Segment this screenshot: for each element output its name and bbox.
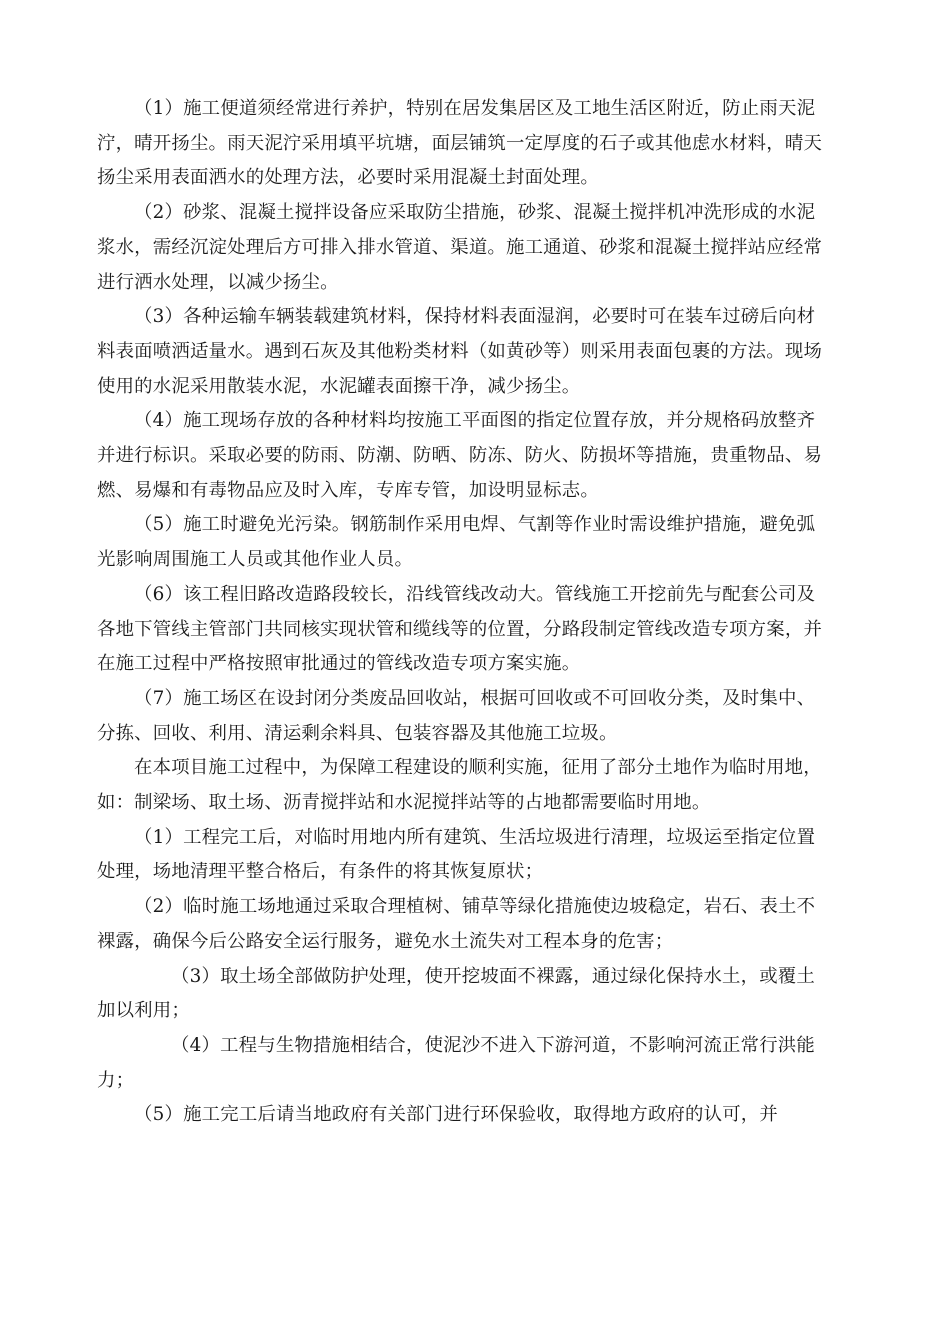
- text-line: 加以利用；: [97, 1000, 190, 1022]
- text-line: （6）该工程旧路改造路段较长，沿线管线改动大。管线施工开挖前先与配套公司及: [134, 583, 816, 605]
- text-line: 光影响周围施工人员或其他作业人员。: [97, 549, 414, 571]
- paragraph: [97, 508, 845, 577]
- text-line: 料表面喷洒适量水。遇到石灰及其他粉类材料（如黄砂等）则采用表面包裹的方法。现场: [97, 340, 823, 362]
- text-line: （1）施工便道须经常进行养护，特别在居发集居区及工地生活区附近，防止雨天泥: [134, 98, 816, 119]
- text-line: 进行洒水处理，以减少扬尘。: [97, 271, 339, 293]
- paragraph: [97, 196, 845, 300]
- text-line: （3）各种运输车辆装载建筑材料，保持材料表面湿润，必要时可在装车过磅后向材: [134, 306, 816, 328]
- paragraph: [97, 578, 845, 682]
- paragraph: [97, 890, 845, 959]
- paragraph: [97, 682, 845, 751]
- text-line: （2）砂浆、混凝土搅拌设备应采取防尘措施，砂浆、混凝土搅拌机冲洗形成的水泥: [134, 202, 816, 224]
- paragraph: [97, 404, 845, 508]
- document-page: [97, 92, 845, 1133]
- text-line: 如：制梁场、取土场、沥青搅拌站和水泥搅拌站等的占地都需要临时用地。: [97, 792, 711, 814]
- text-line: （7）施工场区在设封闭分类废品回收站，根据可回收或不可回收分类，及时集中、: [134, 687, 816, 709]
- paragraph: [97, 751, 845, 820]
- text-line: 裸露，确保今后公路安全运行服务，避免水土流失对工程本身的危害；: [97, 930, 674, 952]
- text-line: （5）施工时避免光污染。钢筋制作采用电焊、气割等作业时需设维护措施，避免弧: [134, 514, 816, 536]
- paragraph: [97, 92, 845, 196]
- paragraph: [97, 960, 845, 1029]
- paragraph: [97, 821, 845, 890]
- text-line: 使用的水泥采用散装水泥，水泥罐表面擦干净，减少扬尘。: [97, 375, 581, 397]
- text-line: 在本项目施工过程中，为保障工程建设的顺利实施，征用了部分土地作为临时用地，: [134, 757, 822, 779]
- text-line: 扬尘采用表面洒水的处理方法，必要时采用混凝土封面处理。: [97, 167, 599, 189]
- paragraph: [97, 300, 845, 404]
- text-line: 在施工过程中严格按照审批通过的管线改造专项方案实施。: [97, 653, 581, 675]
- text-line: （1）工程完工后，对临时用地内所有建筑、生活垃圾进行清理，垃圾运至指定位置: [134, 826, 816, 848]
- text-line: （4）施工现场存放的各种材料均按施工平面图的指定位置存放，并分规格码放整齐: [134, 410, 816, 432]
- text-line: （4）工程与生物措施相结合，使泥沙不进入下游河道，不影响河流正常行洪能: [171, 1034, 815, 1056]
- text-line: （3）取土场全部做防护处理，使开挖坡面不裸露，通过绿化保持水土，或覆土: [171, 965, 815, 987]
- text-line: （5）施工完工后请当地政府有关部门进行环保验收，取得地方政府的认可，并: [134, 1104, 778, 1126]
- document-body: [97, 92, 845, 1133]
- paragraph: [97, 1029, 845, 1098]
- paragraph: [97, 1098, 845, 1133]
- text-line: （2）临时施工场地通过采取合理植树、铺草等绿化措施使边坡稳定，岩石、表土不: [134, 896, 816, 918]
- text-line: 并进行标识。采取必要的防雨、防潮、防晒、防冻、防火、防损坏等措施，贵重物品、易: [97, 445, 823, 467]
- text-line: 力；: [97, 1069, 135, 1091]
- text-line: 处理，场地清理平整合格后，有条件的将其恢复原状；: [97, 861, 544, 883]
- text-line: 燃、易爆和有毒物品应及时入库，专库专管，加设明显标志。: [97, 479, 599, 501]
- text-line: 浆水，需经沉淀处理后方可排入排水管道、渠道。施工通道、砂浆和混凝土搅拌站应经常: [97, 236, 823, 258]
- text-line: 分拣、回收、利用、清运剩余料具、包装容器及其他施工垃圾。: [97, 722, 618, 744]
- text-line: 各地下管线主管部门共同核实现状管和缆线等的位置，分路段制定管线改造专项方案，并: [97, 618, 823, 640]
- text-line: 泞，晴开扬尘。雨天泥泞采用填平坑塘，面层铺筑一定厚度的石子或其他虑水材料，晴天: [97, 132, 823, 154]
